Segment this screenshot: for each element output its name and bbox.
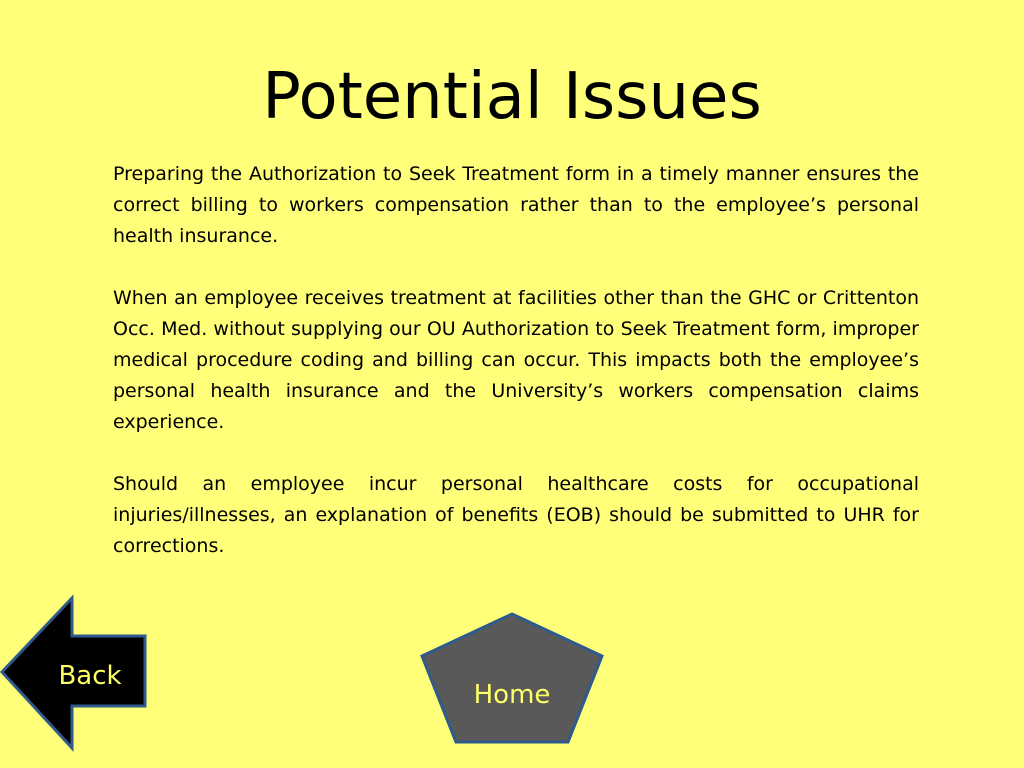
home-label[interactable]: Home [473, 680, 551, 710]
paragraph-billing-impact: When an employee receives treatment at facilities other than the GHC or Crittenton Occ. Med. without supplying our OU Authorization to Seek Treatment form, improper medical procedure coding and billing can occur. This impacts both the employee’s personal health insurance and the University’s workers compensation claims experience. [113, 287, 919, 433]
slide-body [113, 159, 919, 593]
home-pentagon-icon[interactable] [422, 614, 602, 742]
home-button[interactable] [418, 610, 606, 746]
back-button[interactable] [0, 594, 148, 754]
paragraph-authorization: Preparing the Authorization to Seek Treatment form in a timely manner ensures the correct billing to workers compensation rather than to the employee’s personal health insurance. [113, 163, 919, 247]
slide-title: Potential Issues [262, 60, 762, 134]
paragraph-eob: Should an employee incur personal healthcare costs for occupational injuries/illnesses, an explanation of benefits (EOB) should be submitted to UHR for corrections. [113, 473, 919, 557]
back-label[interactable]: Back [58, 661, 122, 691]
